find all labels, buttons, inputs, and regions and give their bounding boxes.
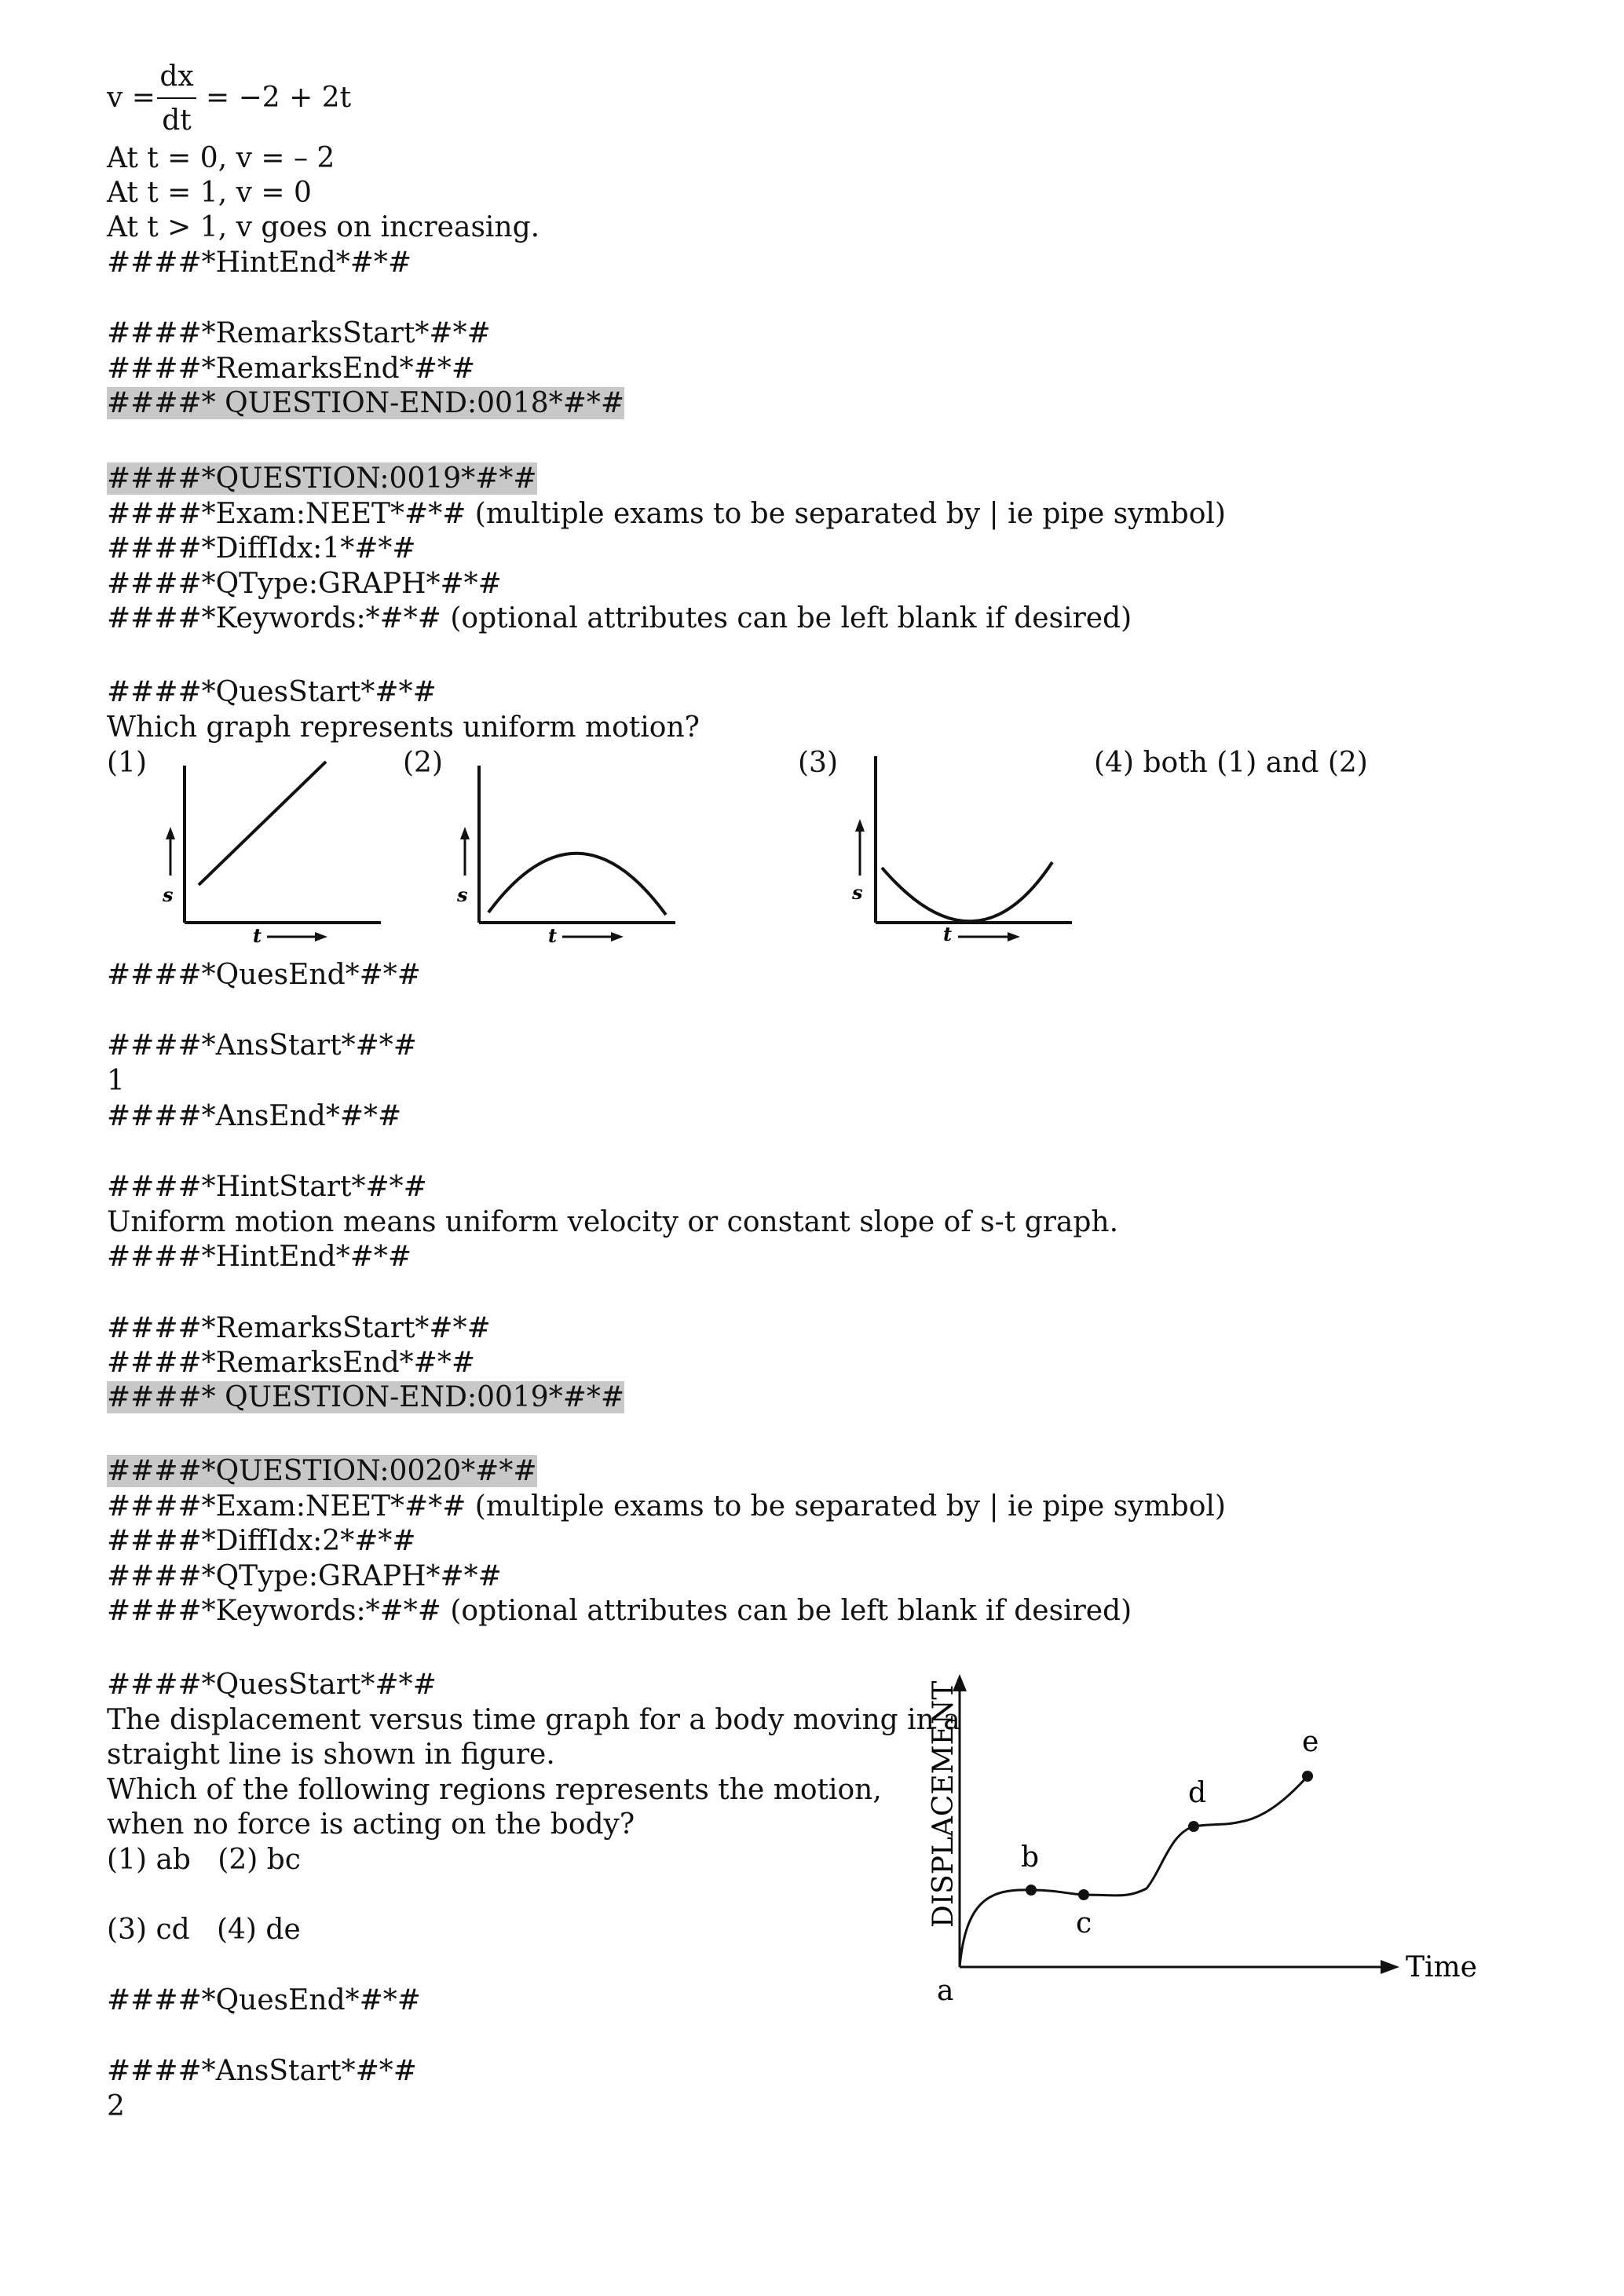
question-text: Which graph represents uniform motion?	[107, 711, 700, 744]
ques-end-tag: ####*QuesEnd*#*#	[107, 1984, 421, 2016]
keywords-tag: ####*Keywords:*#*# (optional attributes can be left blank if desired)	[107, 1595, 1132, 1627]
difficulty-tag: ####*DiffIdx:2*#*#	[107, 1525, 416, 1557]
t-arrow-head	[1008, 932, 1020, 941]
arch-curve	[488, 854, 666, 915]
s-arrow-head	[855, 819, 865, 832]
hint-text: Uniform motion means uniform velocity or constant slope of s-t graph.	[107, 1206, 1119, 1238]
ans-start-tag: ####*AnsStart*#*#	[107, 2055, 417, 2087]
remarks-start-tag: ####*RemarksStart*#*#	[107, 1312, 491, 1344]
graph-2-arch-curve	[448, 750, 683, 946]
text-line: At t = 1, v = 0	[107, 177, 312, 209]
point-label-e: e	[1302, 1726, 1319, 1758]
y-axis-label: DISPLACEMENT	[927, 1680, 960, 1928]
point-label-d: d	[1188, 1777, 1207, 1809]
t-axis-label: t	[548, 924, 558, 946]
x-axis-arrow-icon	[1381, 1960, 1399, 1974]
t-axis-label: t	[943, 923, 953, 945]
question-text: when no force is acting on the body?	[107, 1808, 635, 1841]
s-axis-label: s	[457, 883, 468, 906]
point-label-b: b	[1021, 1841, 1040, 1874]
point-b	[1026, 1885, 1037, 1896]
qtype-tag: ####*QType:GRAPH*#*#	[107, 1560, 502, 1592]
displacement-curve	[960, 1776, 1308, 1967]
fraction-denominator: dt	[162, 104, 192, 137]
question-text: The displacement versus time graph for a body moving in a	[107, 1704, 960, 1736]
hint-end-tag: ####*HintEnd*#*#	[107, 1241, 412, 1273]
exam-tag: ####*Exam:NEET*#*# (multiple exams to be separated by | ie pipe symbol)	[107, 1490, 1226, 1523]
difficulty-tag: ####*DiffIdx:1*#*#	[107, 532, 416, 565]
exam-tag: ####*Exam:NEET*#*# (multiple exams to be separated by | ie pipe symbol)	[107, 498, 1226, 530]
valley-curve	[882, 862, 1052, 921]
t-axis-label: t	[253, 924, 262, 946]
s-axis-label: s	[852, 881, 863, 904]
ques-start-tag: ####*QuesStart*#*#	[107, 1669, 437, 1701]
straight-line-curve	[199, 762, 326, 885]
hint-end-tag: ####*HintEnd*#*#	[107, 247, 412, 279]
ques-end-tag: ####*QuesEnd*#*#	[107, 959, 421, 991]
fraction-numerator: dx	[159, 60, 194, 93]
text-line: At t = 0, v = – 2	[107, 142, 335, 174]
ans-start-tag: ####*AnsStart*#*#	[107, 1029, 417, 1062]
point-d	[1188, 1821, 1199, 1832]
question-text: straight line is shown in figure.	[107, 1738, 555, 1771]
options-line: (1) ab (2) bc	[107, 1844, 301, 1876]
qtype-tag: ####*QType:GRAPH*#*#	[107, 568, 502, 600]
hint-start-tag: ####*HintStart*#*#	[107, 1171, 427, 1203]
s-axis-label: s	[163, 883, 174, 906]
option-3-label: (3)	[798, 747, 838, 779]
option-1-label: (1)	[107, 747, 147, 779]
question-end-tag: ####* QUESTION-END:0018*#*#	[107, 387, 625, 419]
ques-start-tag: ####*QuesStart*#*#	[107, 676, 437, 708]
question-header-tag: ####*QUESTION:0020*#*#	[107, 1455, 537, 1487]
x-axis-label: Time	[1406, 1951, 1477, 1983]
question-text: Which of the following regions represents the motion,	[107, 1774, 882, 1806]
point-label-a: a	[937, 1975, 954, 2007]
velocity-rhs: = −2 + 2t	[206, 82, 352, 114]
fraction-bar	[157, 97, 196, 99]
remarks-end-tag: ####*RemarksEnd*#*#	[107, 353, 476, 385]
graph-3-valley-curve	[844, 750, 1080, 946]
remarks-end-tag: ####*RemarksEnd*#*#	[107, 1347, 476, 1379]
keywords-tag: ####*Keywords:*#*# (optional attributes can be left blank if desired)	[107, 602, 1132, 634]
remarks-start-tag: ####*RemarksStart*#*#	[107, 317, 491, 349]
graph-1-straight-line	[153, 750, 389, 946]
answer-value: 2	[107, 2090, 125, 2122]
option-4-label: (4) both (1) and (2)	[1094, 747, 1368, 779]
point-e	[1302, 1771, 1313, 1782]
question-header-tag: ####*QUESTION:0019*#*#	[107, 462, 537, 495]
velocity-lhs: v =	[107, 82, 155, 114]
question-end-tag: ####* QUESTION-END:0019*#*#	[107, 1381, 625, 1413]
text-line: At t > 1, v goes on increasing.	[107, 211, 540, 243]
displacement-time-graph	[919, 1665, 1484, 2010]
option-2-label: (2)	[403, 747, 443, 779]
t-arrow-head	[315, 932, 327, 941]
point-c	[1078, 1889, 1089, 1900]
s-arrow-head	[460, 827, 470, 839]
ans-end-tag: ####*AnsEnd*#*#	[107, 1100, 402, 1132]
answer-value: 1	[107, 1065, 125, 1097]
options-line: (3) cd (4) de	[107, 1914, 301, 1946]
point-label-c: c	[1076, 1907, 1092, 1940]
s-arrow-head	[166, 827, 175, 839]
t-arrow-head	[611, 932, 624, 941]
